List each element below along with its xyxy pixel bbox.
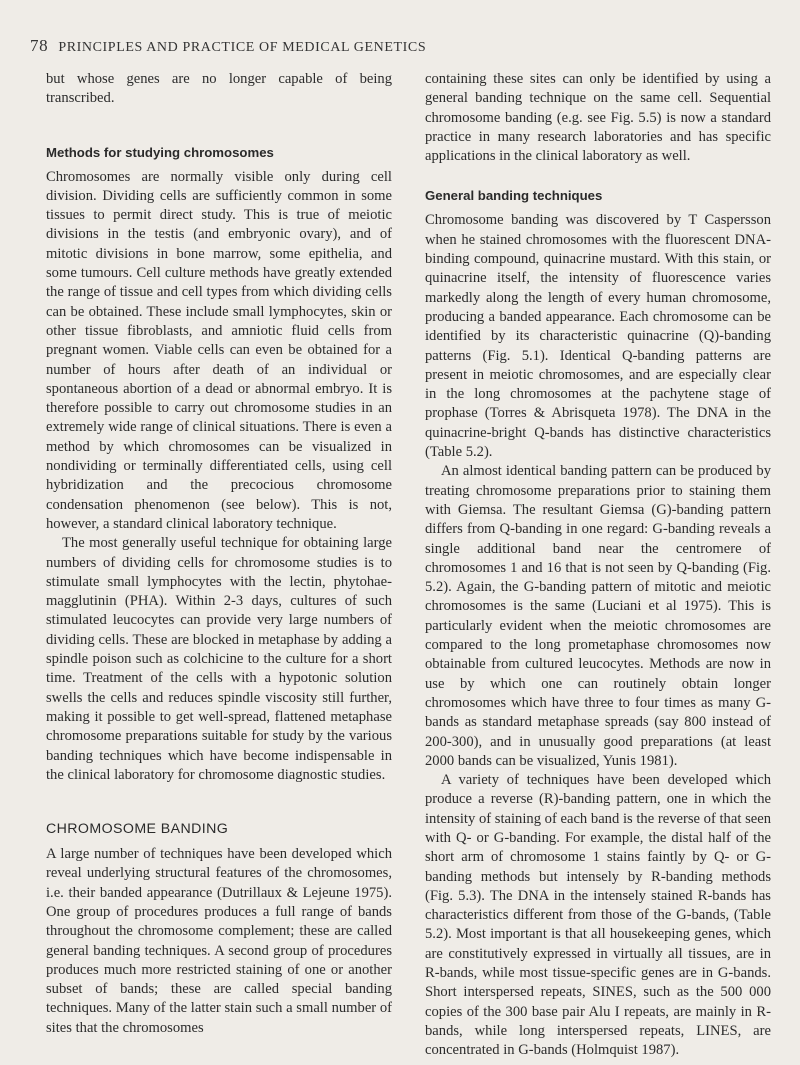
- running-title: PRINCIPLES AND PRACTICE OF MEDICAL GENETICS: [58, 40, 427, 55]
- paragraph: Chromosome banding was discovered by T Caspersson when he stained chromosomes with the fluorescent DNA-binding compound, quinacrine mustard. With this stain, or quinacrine itself, the intensity of fluorescence varies markedly along the length of every human chromosome, producing a banded appearance. Each chromosome can be identified by its characteristic quinacrine (Q)-banding patterns (Fig. 5.1). Identical Q-banding patterns are present in meiotic chromosomes, and are especially clear in the long chromosomes at the pachytene stage of prophase (Torres & Abrisqueta 1978). The DNA in the quinacrine-bright Q-bands has distinctive characteristics (Table 5.2).: [425, 212, 771, 461]
- section-heading-banding: CHROMOSOME BANDING: [46, 821, 229, 838]
- paragraph: A variety of techniques have been developed which produce a reverse (R)-banding pattern, one in which the intensity of staining of each band is the reverse of that seen with Q- or G-banding. For example, the distal half of the short arm of chromosome 1 stains faintly by Q- or G-banding methods but intensely by R-banding methods (Fig. 5.3). The DNA in the intensely stained R-bands has characteristics different from those of the G-bands, (Table 5.2). Most important is that all housekeeping genes, which are constitutively expressed in virtually all tissues, are in R-bands, while most tissue-specific genes are in G-bands. Short interspersed repeats, SINES, such as the 500 000 copies of the 300 base pair Alu I repeats, are mainly in R-bands, while long interspersed repeats, LINES, are concentrated in G-bands (Holmquist 1987).: [425, 772, 771, 1059]
- left-column: [46, 70, 392, 1038]
- paragraph: A large number of techniques have been developed which reveal underlying structural features of the chromosomes, i.e. their banded appearance (Dutrillaux & Lejeune 1975). One group of procedures produces a full range of bands throughout the chromosome complement; these are called general banding techniques. A second group of procedures produces much more restricted staining of one or another subset of bands; these are called special banding techniques. Many of the latter stain such a small number of sites that the chromosomes: [46, 846, 392, 1036]
- section-heading-methods: Methods for studying chromosomes: [46, 144, 274, 160]
- paragraph: Chromosomes are normally visible only during cell division. Dividing cells are sufficiently common in some tissues to permit direct study. This is true of meiotic divisions in the testis (and embryonic ovary), and of mitotic divisions in bone marrow, some epithelia, and some tumours. Cell culture methods have greatly extended the range of tissue and cell types from which dividing cells can be obtained. These include small lymphocytes, skin or other tissue fibroblasts, and amniotic fluid cells from pregnant women. Viable cells can even be obtained for a number of hours after death of an individual or spontaneous abortion of a dead or abnormal embryo. It is therefore possible to carry out chromosome studies in an extremely wide range of clinical situations. There is even a method by which chromosomes can be visualized in nondividing or terminally differentiated cells, using cell hybridization and the precocious chromosome condensation phenomenon (see below). This is not, however, a standard clinical laboratory technique.: [46, 168, 392, 532]
- continued-paragraph: but whose genes are no longer capable of being transcribed.: [46, 71, 392, 107]
- section-heading-general-banding: General banding techniques: [425, 188, 603, 204]
- paragraph: An almost identical banding pattern can be produced by treating chromosome preparations prior to staining them with Giemsa. The resultant Giemsa (G)-banding pattern differs from Q-banding in one regard: G-banding reveals a single additional band near the centromere of chromosomes 1 and 16 that is not seen by Q-banding (Fig. 5.2). Again, the G-banding pattern of mitotic and meiotic chromosomes is the same (Luciani et al 1975). This is particularly evident when the meiotic chromosomes are compared to the long prometaphase chromosomes now obtainable from cultured leucocytes. Methods are now in use by which one can routinely obtain longer chromosomes which have three to four times as many G-bands as standard metaphase spreads (say 800 instead of 200-300), and in unusually good preparations (at least 2000 bands can be visualized, Yunis 1981).: [425, 463, 771, 769]
- right-column: [425, 70, 771, 1061]
- continued-paragraph: containing these sites can only be identified by using a general banding technique on the same cell. Sequential chromosome banding (e.g. see Fig. 5.5) is now a standard practice in many research laboratories and has specific applications in the clinical laboratory as well.: [425, 71, 771, 165]
- paragraph: The most generally useful technique for obtaining large numbers of dividing cells for chromosome studies is to stimulate small lymphocytes with the lectin, phytohaemagglutinin (PHA). Within 2-3 days, cultures of such stimulated leucocytes can provide very large numbers of dividing cells. These are blocked in metaphase by adding a spindle poison such as colchicine to the culture for a short time. Treatment of the cells with a hypotonic solution swells the cells and reduces spindle viscosity still further, making it possible to get well-spread, flattened metaphase chromosome preparations suitable for study by the various banding techniques which have become indispensable in the clinical laboratory for chromosome diagnostic studies.: [46, 535, 392, 783]
- page-number: 78: [30, 36, 49, 55]
- running-header: [30, 36, 770, 56]
